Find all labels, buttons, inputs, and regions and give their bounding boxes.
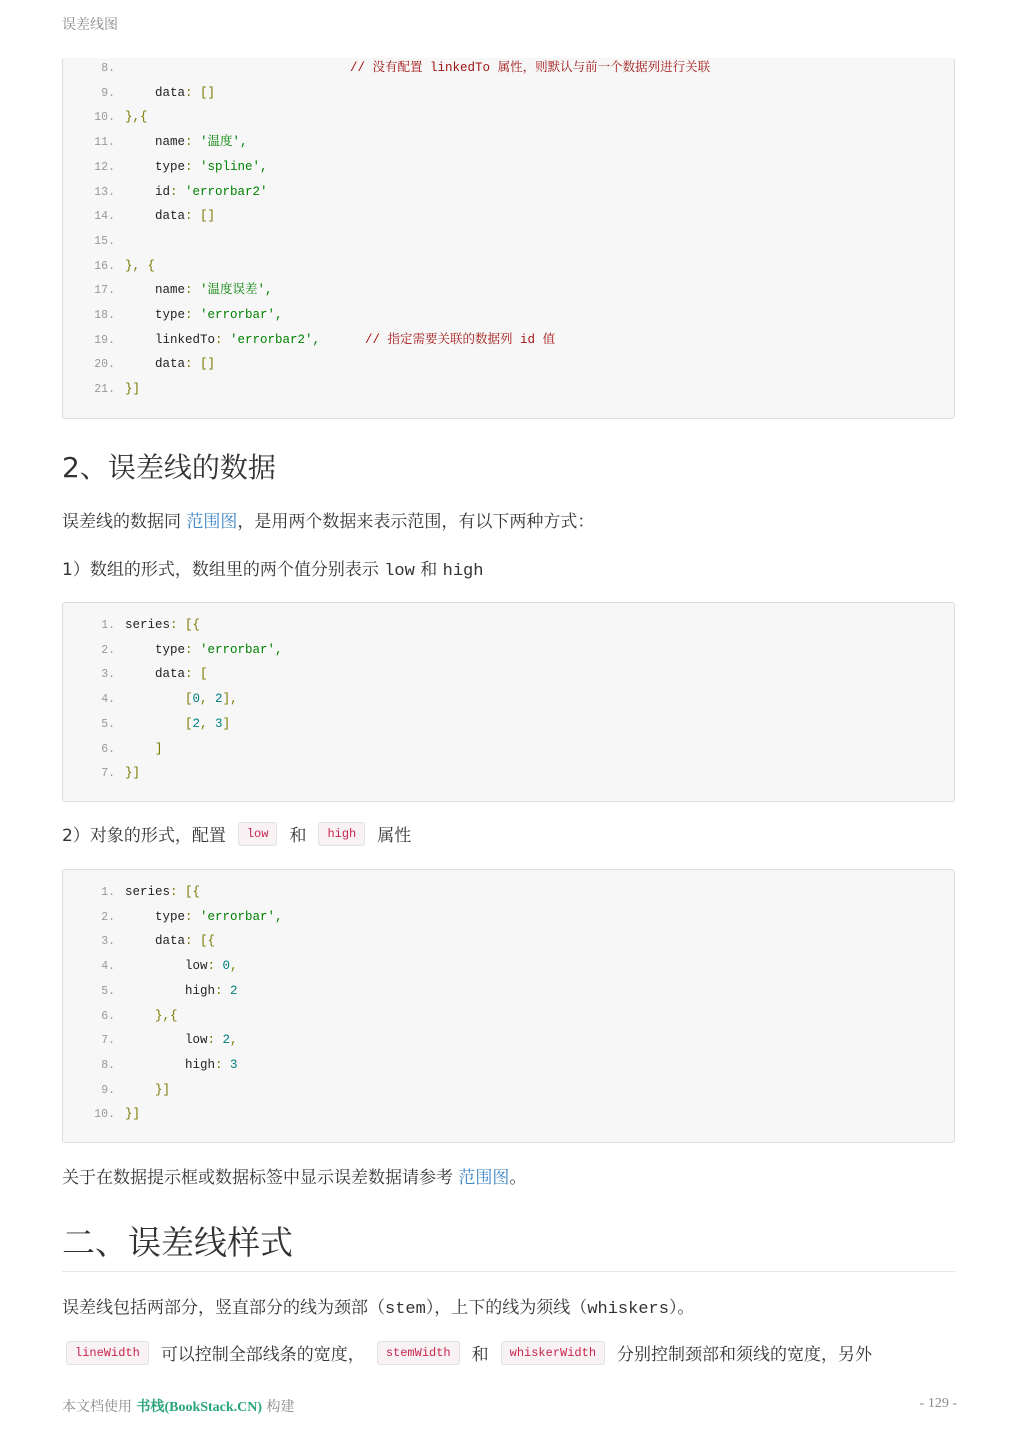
code-block: [62, 602, 955, 802]
code-token: : []: [185, 209, 216, 224]
paragraph-text: ），上下的线为须线（: [425, 1298, 588, 1318]
code-line: [63, 712, 954, 736]
code-line: [63, 81, 954, 105]
line-number: 21.: [94, 383, 115, 397]
code-token: [: [125, 716, 193, 731]
code-token: },{: [125, 1008, 178, 1023]
inline-code-chip: stemWidth: [377, 1341, 460, 1365]
paragraph-text: ）。: [668, 1298, 695, 1318]
code-token: :: [215, 983, 231, 998]
code-token: 2: [215, 692, 223, 707]
inline-code: stem: [385, 1300, 426, 1319]
range-chart-link[interactable]: 范围图: [458, 1168, 510, 1188]
line-number: 14.: [94, 210, 115, 224]
line-number: 19.: [94, 333, 115, 347]
code-token: low: [125, 1033, 208, 1048]
line-number: 7.: [101, 767, 115, 781]
line-number: 8.: [101, 62, 115, 75]
paragraph: [62, 1163, 526, 1188]
paragraph-text: 和: [471, 1345, 489, 1365]
code-token: 3: [230, 1057, 238, 1072]
code-token: name: [125, 283, 186, 298]
code-text: [125, 130, 248, 154]
bookstack-link[interactable]: 书栈(BookStack.CN): [136, 1400, 263, 1415]
code-line: [63, 105, 954, 129]
paragraph-text: 属性: [377, 826, 412, 846]
code-token: : [: [185, 667, 208, 682]
code-text: [125, 278, 273, 302]
footer-text: 构建: [262, 1399, 295, 1415]
line-number: 15.: [94, 234, 115, 248]
code-text: [125, 1028, 238, 1052]
paragraph-text: ，是用两个数据来表示范围，有以下两种方式：: [237, 512, 595, 532]
code-token: 2: [230, 983, 238, 998]
code-token: ,: [200, 692, 216, 707]
code-line: [63, 352, 954, 376]
code-line: [63, 613, 954, 637]
code-text: [125, 56, 710, 80]
line-number: 17.: [94, 284, 115, 298]
code-text: [125, 613, 200, 637]
code-line: [63, 56, 954, 80]
line-number: 3.: [101, 935, 115, 949]
code-line: [63, 737, 954, 761]
code-text: [125, 712, 230, 736]
range-chart-link[interactable]: 范围图: [186, 512, 238, 532]
code-token: ,: [200, 716, 216, 731]
code-token: }]: [125, 1107, 141, 1122]
inline-code: high: [442, 562, 484, 581]
code-token: 'errorbar',: [200, 308, 283, 322]
chapter-heading: 二、误差线样式: [62, 1223, 293, 1262]
code-text: [125, 1004, 178, 1028]
code-token: :: [185, 642, 201, 657]
code-token: data: [125, 667, 186, 682]
code-line: [63, 303, 954, 327]
code-text: [125, 1102, 140, 1126]
code-token: // 指定需要关联的数据列 id 值: [320, 332, 556, 347]
paragraph: [62, 555, 483, 581]
code-text: [125, 979, 238, 1003]
line-number: 7.: [101, 1034, 115, 1048]
code-text: [125, 303, 283, 327]
paragraph-text: 和: [414, 560, 443, 580]
code-token: : []: [185, 357, 216, 372]
code-line: [63, 155, 954, 179]
inline-code-chip: lineWidth: [66, 1341, 149, 1365]
code-token: 'errorbar2',: [230, 332, 321, 347]
code-text: [125, 905, 283, 929]
inline-code-chip: high: [318, 822, 365, 846]
code-token: },{: [125, 110, 148, 125]
code-text: [125, 352, 215, 376]
line-number: 8.: [101, 1058, 115, 1072]
code-line: [63, 1028, 954, 1052]
code-token: linkedTo: [125, 332, 216, 347]
line-number: 5.: [101, 717, 115, 731]
code-token: 'errorbar2': [185, 184, 268, 199]
code-token: series: [125, 885, 171, 899]
paragraph-text: 误差线的数据同: [62, 512, 187, 532]
line-number: 13.: [94, 185, 115, 199]
line-number: 11.: [94, 136, 115, 150]
code-text: [125, 1053, 238, 1077]
paragraph-text: 。: [509, 1168, 527, 1188]
code-text: [125, 761, 140, 785]
section-heading: 2、误差线的数据: [62, 451, 276, 484]
code-token: '温度',: [200, 135, 248, 150]
inline-code: whiskers: [587, 1300, 669, 1319]
line-number: 1.: [101, 886, 115, 899]
code-line: [63, 180, 954, 204]
paragraph-text: 2）对象的形式，配置: [62, 826, 226, 846]
paragraph-text: 可以控制全部线条的宽度，: [160, 1345, 365, 1365]
code-text: [125, 954, 238, 978]
line-number: 1.: [101, 619, 115, 632]
code-token: type: [125, 642, 186, 657]
code-token: :: [215, 332, 231, 347]
code-text: [125, 204, 215, 228]
page-header-title: 误差线图: [62, 17, 118, 33]
code-text: [125, 155, 268, 179]
code-text: [125, 638, 283, 662]
code-line: [63, 1004, 954, 1028]
code-token: }]: [125, 1082, 171, 1097]
inline-code-chip: whiskerWidth: [501, 1341, 605, 1365]
code-line: [63, 662, 954, 686]
code-token: data: [125, 357, 186, 372]
code-token: :: [185, 909, 201, 924]
paragraph-text: 和: [289, 826, 307, 846]
line-number: 20.: [94, 358, 115, 372]
code-token: [: [125, 692, 193, 707]
footer-credit: [62, 1396, 295, 1416]
line-number: 6.: [101, 742, 115, 756]
code-token: high: [125, 1057, 216, 1072]
code-line: [63, 229, 954, 253]
code-token: 0: [222, 959, 231, 974]
heading-divider: [62, 1271, 955, 1272]
code-token: name: [125, 135, 186, 150]
code-token: id: [125, 184, 171, 199]
code-line: [63, 1102, 954, 1126]
line-number: 10.: [94, 111, 115, 125]
code-token: :: [185, 308, 201, 322]
line-number: 16.: [94, 259, 115, 273]
code-text: [125, 880, 200, 904]
code-token: '温度误差',: [200, 283, 273, 298]
paragraph-text: 误差线包括两部分，竖直部分的线为颈部（: [62, 1298, 385, 1318]
code-line: [63, 638, 954, 662]
code-token: type: [125, 308, 186, 322]
code-token: // 没有配置 linkedTo 属性，则默认与前一个数据列进行关联: [350, 61, 711, 75]
code-token: ]: [125, 741, 163, 756]
code-token: : [{: [170, 885, 201, 899]
paragraph: [62, 821, 411, 848]
code-line: [63, 761, 954, 785]
code-token: 'errorbar',: [200, 909, 283, 924]
code-token: }, {: [125, 258, 156, 273]
line-number: 5.: [101, 984, 115, 998]
code-token: data: [125, 209, 186, 224]
line-number: 10.: [94, 1108, 115, 1122]
code-line: [63, 130, 954, 154]
code-token: type: [125, 159, 186, 174]
paragraph: [62, 1293, 694, 1319]
code-token: 2: [192, 716, 201, 731]
code-line: [63, 377, 954, 401]
code-token: ,: [230, 1033, 238, 1048]
paragraph-text: 1）数组的形式，数组里的两个值分别表示: [62, 560, 385, 580]
code-line: [63, 254, 954, 278]
code-text: [125, 737, 163, 761]
inline-code-chip: low: [238, 822, 278, 846]
code-token: [125, 61, 350, 75]
page-number: - 129 -: [919, 1396, 957, 1411]
code-token: data: [125, 85, 186, 100]
code-token: data: [125, 934, 186, 949]
code-line: [63, 905, 954, 929]
paragraph-text: 关于在数据提示框或数据标签中显示误差数据请参考: [62, 1168, 459, 1188]
code-token: :: [185, 283, 201, 298]
line-number: 18.: [94, 309, 115, 322]
code-token: high: [125, 983, 216, 998]
code-text: [125, 377, 140, 401]
code-block: [62, 58, 955, 419]
code-token: ]: [222, 716, 231, 731]
code-token: :: [207, 959, 223, 974]
code-token: : [{: [185, 934, 216, 949]
code-line: [63, 929, 954, 953]
paragraph-text: 分别控制颈部和须线的宽度，另外: [617, 1345, 873, 1365]
code-token: }]: [125, 766, 141, 781]
code-line: [63, 880, 954, 904]
code-text: [125, 105, 148, 129]
code-line: [63, 1078, 954, 1102]
line-number: 4.: [101, 960, 115, 974]
code-line: [63, 278, 954, 302]
code-token: :: [215, 1057, 231, 1072]
code-text: [125, 328, 555, 352]
code-token: :: [185, 159, 201, 174]
line-number: 2.: [101, 643, 115, 657]
code-text: [125, 254, 155, 278]
code-text: [125, 687, 238, 711]
code-token: :: [207, 1033, 223, 1048]
footer-text: 本文档使用: [62, 1399, 137, 1415]
code-token: type: [125, 909, 186, 924]
code-token: 2: [222, 1033, 231, 1048]
code-token: : [{: [170, 618, 201, 632]
line-number: 9.: [101, 86, 115, 100]
inline-code: low: [384, 562, 415, 581]
code-token: 0: [192, 692, 201, 707]
code-token: ,: [230, 959, 238, 974]
code-token: low: [125, 959, 208, 974]
code-line: [63, 328, 954, 352]
paragraph: [56, 1340, 872, 1367]
code-token: 3: [215, 716, 223, 731]
code-line: [63, 954, 954, 978]
code-token: 'errorbar',: [200, 642, 283, 657]
line-number: 6.: [101, 1009, 115, 1023]
code-text: [125, 929, 215, 953]
code-text: [125, 180, 268, 204]
code-block: [62, 869, 955, 1143]
code-token: : []: [185, 85, 216, 100]
code-token: :: [170, 184, 186, 199]
line-number: 2.: [101, 910, 115, 924]
code-text: [125, 1078, 170, 1102]
line-number: 12.: [94, 160, 115, 174]
paragraph: [62, 507, 594, 532]
line-number: 9.: [101, 1083, 115, 1097]
code-line: [63, 204, 954, 228]
code-token: ],: [222, 692, 238, 707]
line-number: 3.: [101, 668, 115, 682]
code-line: [63, 1053, 954, 1077]
code-token: }]: [125, 382, 141, 397]
code-token: series: [125, 618, 171, 632]
code-token: :: [185, 135, 201, 150]
code-text: [125, 662, 208, 686]
line-number: 4.: [101, 693, 115, 707]
code-line: [63, 687, 954, 711]
code-line: [63, 979, 954, 1003]
code-token: 'spline',: [200, 159, 268, 174]
code-text: [125, 81, 215, 105]
